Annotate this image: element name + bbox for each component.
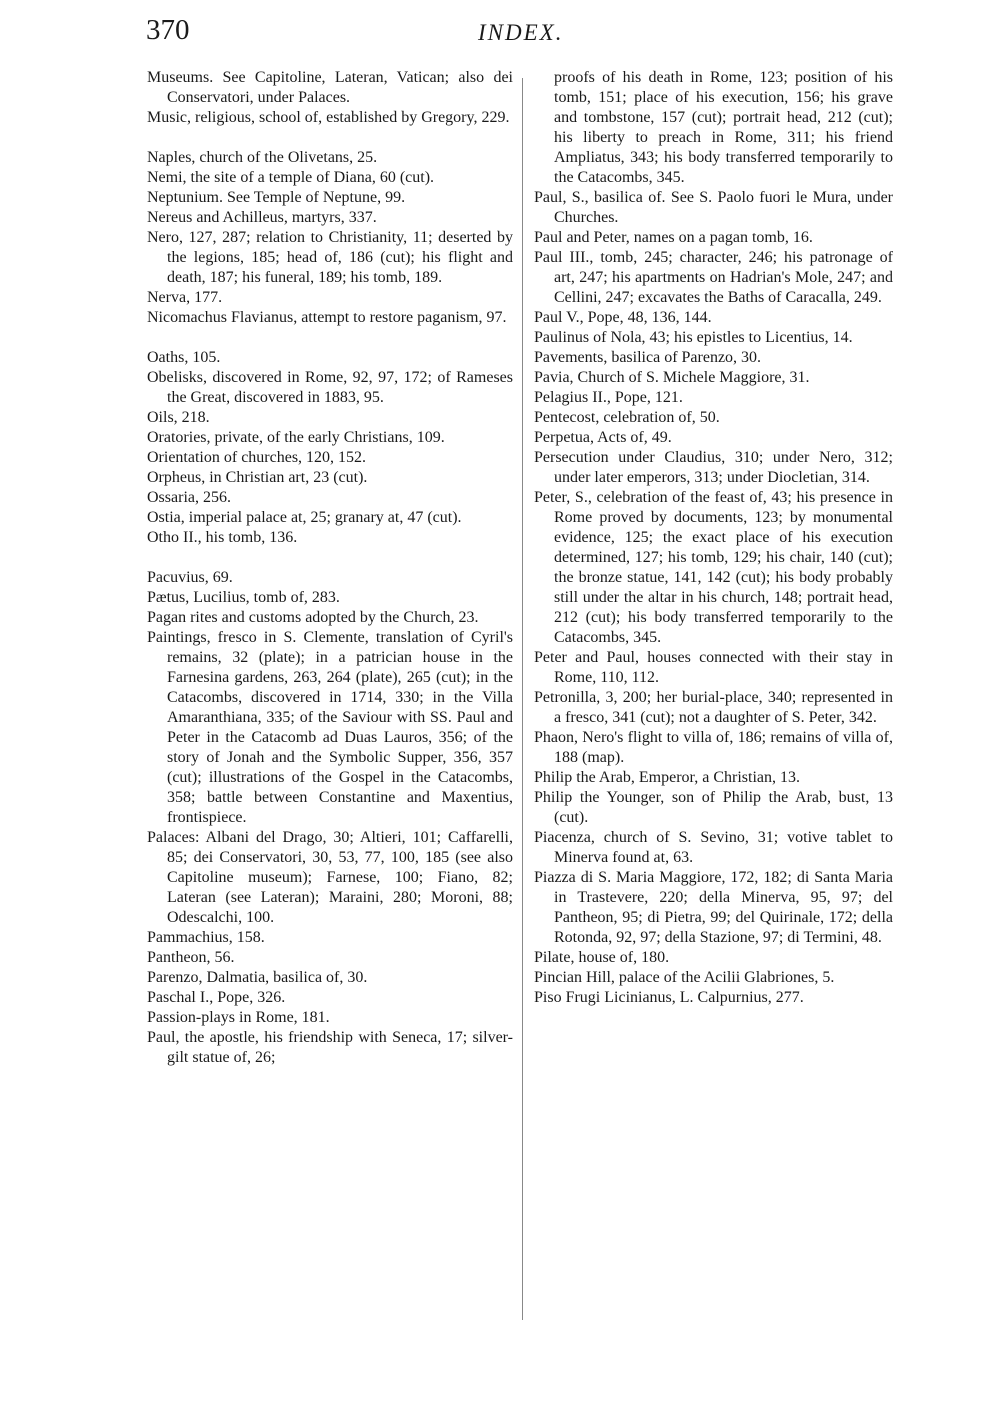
index-entry: Passion-plays in Rome, 181. — [147, 1009, 330, 1026]
index-entry: Philip the Arab, Emperor, a Christian, 13. — [534, 769, 800, 786]
index-entry: Pelagius II., Pope, 121. — [534, 389, 683, 406]
index-entry: Neptunium. See Temple of Neptune, 99. — [147, 189, 406, 206]
page-number: 370 — [146, 14, 190, 46]
index-column-left — [147, 68, 513, 1068]
column-divider — [522, 78, 523, 1320]
index-entry: Oils, 218. — [147, 409, 210, 426]
index-entry: Museums. See Capitoline, Lateran, Vatican; also dei Conservatori, under Palaces. — [147, 69, 513, 106]
index-entry: Paulinus of Nola, 43; his epistles to Licentius, 14. — [534, 329, 853, 346]
index-entry: Perpetua, Acts of, 49. — [534, 429, 672, 446]
index-entry: Nerva, 177. — [147, 289, 223, 306]
index-entry: proofs of his death in Rome, 123; position of his tomb, 151; place of his execution, 156; his grave and tombstone, 157 (cut); portrait head, 212 (cut); his liberty to preach in Rome, 311; his friend Ampliatus, 343; his body transferred temporarily to the Catacombs, 345. — [554, 69, 893, 186]
index-entry: Pantheon, 56. — [147, 949, 235, 966]
index-entry: Nicomachus Flavianus, attempt to restore paganism, 97. — [147, 309, 507, 326]
index-entry: Piazza di S. Maria Maggiore, 172, 182; di Santa Maria in Trastevere, 220; della Minerva, 95, 97; del Pantheon, 95; di Pietra, 99; del Quirinale, 172; della Rotonda, 92, 97; della Stazione, 97; di Termini, 48. — [534, 869, 893, 946]
index-entry: Pavements, basilica of Parenzo, 30. — [534, 349, 762, 366]
index-entry: Peter, S., celebration of the feast of, 43; his presence in Rome proved by documents, 123; by monumental evidence, 125; the exact place of his execution determined, 127; his tomb, 129; his chair, 140 (cut); the bronze statue, 141, 142 (cut); his body probably still under the altar in his church, 148; portrait head, 212 (cut); his body transferred temporarily to the Catacombs, 345. — [534, 489, 893, 646]
index-entry: Paul III., tomb, 245; character, 246; his patronage of art, 247; his apartments on Hadrian's Mole, 247; and Cellini, 247; excavates the Baths of Caracalla, 249. — [534, 249, 893, 306]
index-entry: Peter and Paul, houses connected with their stay in Rome, 110, 112. — [534, 649, 893, 686]
index-entry: Otho II., his tomb, 136. — [147, 529, 298, 546]
index-entry: Oratories, private, of the early Christians, 109. — [147, 429, 445, 446]
index-entry: Palaces: Albani del Drago, 30; Altieri, 101; Caffarelli, 85; dei Conservatori, 30, 53, 77, 100, 185 (see also Capitoline museum); Farnese, 100; Fiano, 82; Lateran (see Lateran); Maraini, 280; Moroni, 88; Odescalchi, 100. — [147, 829, 513, 926]
index-entry: Phaon, Nero's flight to villa of, 186; remains of villa of, 188 (map). — [534, 729, 893, 766]
index-entry: Pagan rites and customs adopted by the Church, 23. — [147, 609, 479, 626]
index-entry: Nero, 127, 287; relation to Christianity, 11; deserted by the legions, 185; head of, 186 (cut); his flight and death, 187; his funeral, 189; his tomb, 189. — [147, 229, 513, 286]
index-entry: Paul and Peter, names on a pagan tomb, 16. — [534, 229, 813, 246]
index-entry: Oaths, 105. — [147, 349, 221, 366]
index-entry: Orpheus, in Christian art, 23 (cut). — [147, 469, 368, 486]
index-entry: Obelisks, discovered in Rome, 92, 97, 172; of Rameses the Great, discovered in 1883, 95. — [147, 369, 513, 406]
index-entry: Nereus and Achilleus, martyrs, 337. — [147, 209, 377, 226]
index-entry: Nemi, the site of a temple of Diana, 60 (cut). — [147, 169, 435, 186]
running-head-title: INDEX. — [478, 20, 564, 45]
index-entry: Pilate, house of, 180. — [534, 949, 670, 966]
index-entry: Pentecost, celebration of, 50. — [534, 409, 720, 426]
index-entry: Piacenza, church of S. Sevino, 31; votive tablet to Minerva found at, 63. — [534, 829, 893, 866]
index-entry: Ostia, imperial palace at, 25; granary at, 47 (cut). — [147, 509, 462, 526]
index-entry: Pammachius, 158. — [147, 929, 265, 946]
index-column-right — [534, 68, 893, 1008]
index-entry: Parenzo, Dalmatia, basilica of, 30. — [147, 969, 368, 986]
index-entry: Orientation of churches, 120, 152. — [147, 449, 367, 466]
index-entry: Paul, S., basilica of. See S. Paolo fuori le Mura, under Churches. — [534, 189, 893, 226]
index-entry: Pætus, Lucilius, tomb of, 283. — [147, 589, 340, 606]
index-entry: Music, religious, school of, established by Gregory, 229. — [147, 109, 510, 126]
index-entry: Paul V., Pope, 48, 136, 144. — [534, 309, 712, 326]
index-entry: Persecution under Claudius, 310; under Nero, 312; under later emperors, 313; under Diocletian, 314. — [534, 449, 893, 486]
index-entry: Ossaria, 256. — [147, 489, 231, 506]
index-entry: Naples, church of the Olivetans, 25. — [147, 149, 378, 166]
index-entry: Pacuvius, 69. — [147, 569, 233, 586]
index-entry: Pincian Hill, palace of the Acilii Glabriones, 5. — [534, 969, 835, 986]
index-entry: Piso Frugi Licinianus, L. Calpurnius, 277. — [534, 989, 804, 1006]
index-entry: Paintings, fresco in S. Clemente, translation of Cyril's remains, 32 (plate); in a patrician house in the Farnesina gardens, 263, 264 (plate), 265 (cut); in the Catacombs, discovered in 1714, 330; in the Villa Amaranthiana, 335; of the Saviour with SS. Paul and Peter in the Catacomb ad Duas Lauros, 356; of the story of Jonah and the Symbolic Supper, 356, 357 (cut); illustrations of the Gospel in the Catacombs, 358; battle between Constantine and Maxentius, frontispiece. — [147, 629, 513, 826]
index-entry: Paschal I., Pope, 326. — [147, 989, 286, 1006]
index-entry: Pavia, Church of S. Michele Maggiore, 31. — [534, 369, 810, 386]
index-entry: Petronilla, 3, 200; her burial-place, 340; represented in a fresco, 341 (cut); not a daughter of S. Peter, 342. — [534, 689, 893, 726]
index-entry: Paul, the apostle, his friendship with Seneca, 17; silver-gilt statue of, 26; — [147, 1029, 513, 1066]
index-entry: Philip the Younger, son of Philip the Arab, bust, 13 (cut). — [534, 789, 893, 826]
